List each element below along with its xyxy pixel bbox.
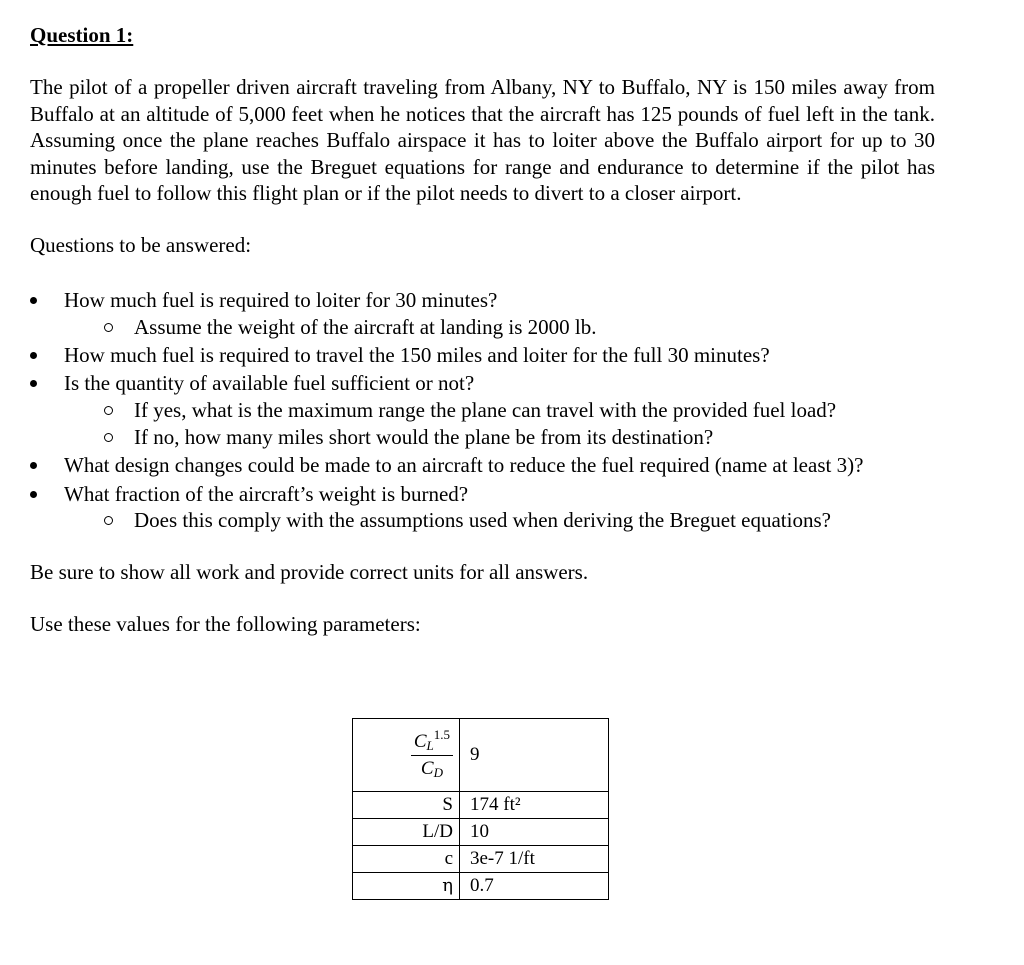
lift-drag-ratio-fraction (411, 726, 453, 782)
param-symbol-cell: c (353, 846, 460, 873)
list-item (30, 287, 935, 340)
table-row (353, 873, 609, 900)
sub-list-item: Assume the weight of the aircraft at landing is 2000 lb. (64, 314, 935, 341)
question-heading: Question 1: (30, 23, 134, 47)
fraction-numerator: $C_L^{1.5}$ (411, 729, 453, 756)
question-document (30, 18, 935, 638)
table-row (353, 792, 609, 819)
param-symbol-cell: L/D (353, 819, 460, 846)
parameter-table (352, 718, 609, 900)
sub-list-item: If no, how many miles short would the plane be from its destination? (64, 424, 935, 451)
sub-list-item: If yes, what is the maximum range the plane can travel with the provided fuel load? (64, 397, 935, 424)
ratio-symbol-cell (353, 719, 460, 792)
sub-list-item: Does this comply with the assumptions used when deriving the Breguet equations? (64, 507, 935, 534)
list-item (30, 452, 935, 479)
param-value-cell: 174 ft² (460, 792, 609, 819)
param-value-cell: 0.7 (460, 873, 609, 900)
question-list (30, 287, 935, 534)
table-row (353, 819, 609, 846)
list-item-text: How much fuel is required to travel the 150 miles and loiter for the full 30 minutes? (64, 342, 770, 367)
list-item (30, 370, 935, 451)
problem-statement: The pilot of a propeller driven aircraft traveling from Albany, NY to Buffalo, NY is 150 miles away from Buffalo at an altitude of 5,000 feet when he notices that the aircraft has 125 pounds of fuel left in the tank. Assuming once the plane reaches Buffalo airspace it has to loiter above the Buffalo airport for up to 30 minutes before landing, use the Breguet equations for range and endurance to determine if the pilot has enough fuel to follow this flight plan or if the pilot needs to divert to a closer airport. (30, 75, 935, 205)
sub-list (64, 314, 935, 341)
param-value-cell: 3e-7 1/ft (460, 846, 609, 873)
fraction-denominator: $C_D$ (420, 757, 443, 780)
sub-list (64, 397, 935, 451)
table-row (353, 719, 609, 792)
list-item-text: What fraction of the aircraft’s weight is burned? (64, 481, 469, 506)
list-item (30, 342, 935, 369)
sub-list (64, 507, 935, 534)
param-symbol-cell: S (353, 792, 460, 819)
questions-heading: Questions to be answered: (30, 232, 252, 257)
param-value-cell: 10 (460, 819, 609, 846)
list-item-text: Is the quantity of available fuel sufficient or not? (64, 371, 475, 396)
list-item (30, 481, 935, 534)
param-symbol-cell: η (353, 873, 460, 900)
instruction-show-work: Be sure to show all work and provide correct units for all answers. (30, 559, 589, 584)
list-item-text: What design changes could be made to an aircraft to reduce the fuel required (name at least 3)? (64, 453, 864, 478)
list-item-text: How much fuel is required to loiter for 30 minutes? (64, 288, 498, 312)
ratio-value-cell: 9 (460, 719, 609, 792)
table-row (353, 846, 609, 873)
instruction-use-values: Use these values for the following parameters: (30, 612, 421, 637)
